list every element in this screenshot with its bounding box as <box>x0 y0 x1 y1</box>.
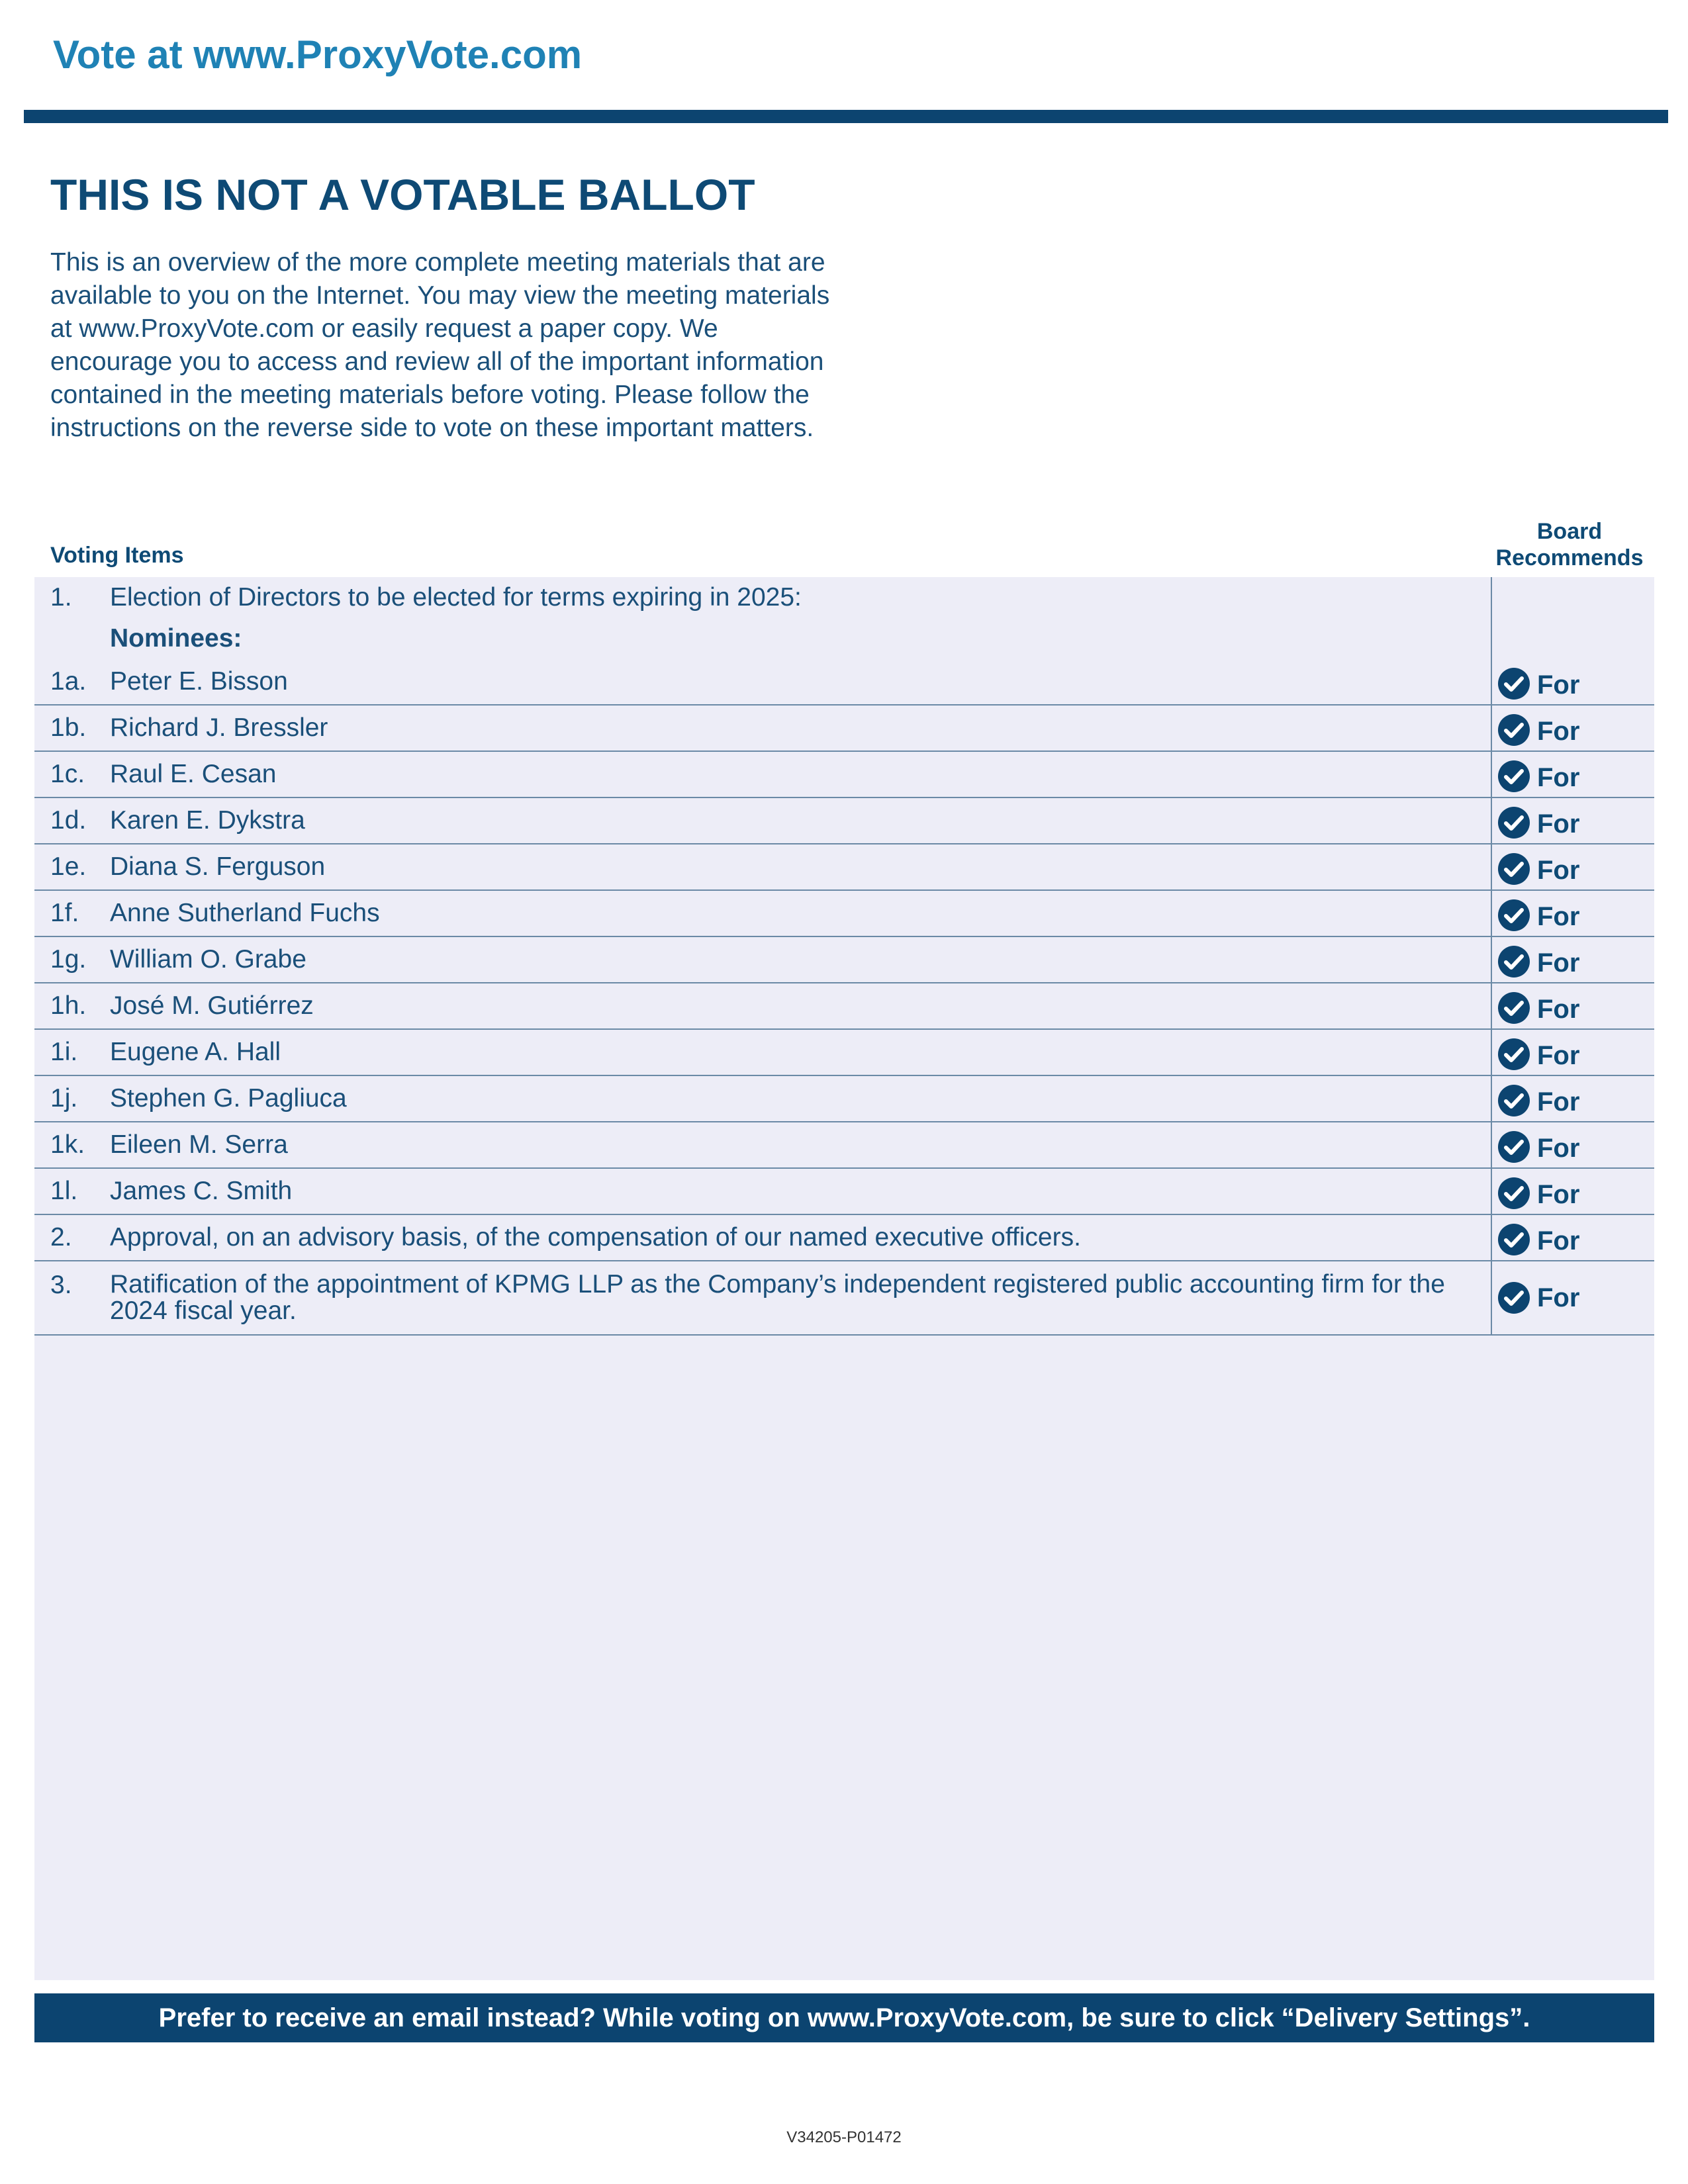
voting-item-row <box>34 1261 1654 1336</box>
voting-items-panel <box>34 577 1654 1980</box>
voting-items-list <box>34 577 1654 1336</box>
recommendation-label: For <box>1537 1041 1580 1070</box>
recommendation-cell <box>1491 705 1654 751</box>
document-code: V34205-P01472 <box>786 2128 902 2146</box>
recommendation-label: For <box>1537 717 1580 746</box>
item-text: Eileen M. Serra <box>110 1130 288 1159</box>
item-number: 1f. <box>50 899 79 927</box>
recommendation-cell <box>1491 983 1654 1028</box>
item-text: Approval, on an advisory basis, of the compensation of our named executive officers. <box>110 1223 1081 1251</box>
check-circle-icon <box>1497 760 1530 793</box>
item-text: Election of Directors to be elected for terms expiring in 2025: <box>110 583 802 612</box>
item-text: Ratification of the appointment of KPMG LLP as the Company’s independent registered public accounting firm for the 2024 fiscal year. <box>110 1270 1445 1325</box>
recommendation-label: For <box>1537 670 1580 700</box>
recommendation-cell <box>1491 1169 1654 1214</box>
item-text: Eugene A. Hall <box>110 1038 281 1066</box>
voting-item-row <box>34 798 1654 844</box>
voting-item-row <box>34 1030 1654 1076</box>
intro-paragraph: This is an overview of the more complete meeting materials that are available to you on the Internet. You may view the meeting materials at www.ProxyVote.com or easily request a paper copy. We encourage you to access and review all of the important information contained in the meeting materials before voting. Please follow the instructions on the reverse side to vote on these important matters. <box>50 248 830 442</box>
voting-item-row <box>34 983 1654 1030</box>
check-circle-icon <box>1497 1130 1530 1163</box>
recommendation-label: For <box>1537 902 1580 931</box>
item-number: 1g. <box>50 945 87 974</box>
check-circle-icon <box>1497 1084 1530 1117</box>
item-number: 1e. <box>50 852 87 881</box>
check-circle-icon <box>1497 1177 1530 1210</box>
item-text: Richard J. Bressler <box>110 713 328 742</box>
recommendation-label: For <box>1537 1180 1580 1209</box>
item-number: 1i. <box>50 1038 78 1066</box>
voting-item-row <box>34 937 1654 983</box>
recommendation-label: For <box>1537 856 1580 885</box>
nominees-label: Nominees: <box>110 624 242 653</box>
item-number: 1c. <box>50 760 85 788</box>
board-header-line2: Recommends <box>1495 545 1644 570</box>
voting-item-row <box>34 844 1654 891</box>
voting-item-row <box>34 1122 1654 1169</box>
page-title: THIS IS NOT A VOTABLE BALLOT <box>50 170 755 219</box>
item-number: 1j. <box>50 1084 78 1113</box>
recommendation-cell <box>1491 577 1654 618</box>
voting-item-row <box>34 1076 1654 1122</box>
check-circle-icon <box>1497 1281 1530 1314</box>
voting-item-row <box>34 891 1654 937</box>
recommendation-cell <box>1491 1122 1654 1167</box>
item-number: 1h. <box>50 991 87 1020</box>
recommendation-cell <box>1491 798 1654 843</box>
recommendation-label: For <box>1537 995 1580 1024</box>
recommendation-label: For <box>1537 1134 1580 1163</box>
recommendation-cell <box>1491 1030 1654 1075</box>
check-circle-icon <box>1497 806 1530 839</box>
item-number: 1k. <box>50 1130 85 1159</box>
voting-item-row <box>34 752 1654 798</box>
voting-item-row <box>34 659 1654 705</box>
item-text: Stephen G. Pagliuca <box>110 1084 347 1113</box>
check-circle-icon <box>1497 1038 1530 1071</box>
recommendation-cell <box>1491 659 1654 704</box>
recommendation-cell <box>1491 752 1654 797</box>
item-number: 1d. <box>50 806 87 835</box>
item-number: 1a. <box>50 667 87 696</box>
item-number: 3. <box>50 1271 72 1299</box>
check-circle-icon <box>1497 1223 1530 1256</box>
item-text: William O. Grabe <box>110 945 306 974</box>
check-circle-icon <box>1497 991 1530 1024</box>
recommendation-cell <box>1491 1076 1654 1121</box>
voting-item-row <box>34 1169 1654 1215</box>
recommendation-label: For <box>1537 1226 1580 1255</box>
item-text: Anne Sutherland Fuchs <box>110 899 380 927</box>
check-circle-icon <box>1497 713 1530 747</box>
recommendation-cell <box>1491 618 1654 659</box>
board-header-line1: Board <box>1536 519 1603 544</box>
proxyvote-link[interactable]: Vote at www.ProxyVote.com <box>53 32 583 77</box>
recommendation-label: For <box>1537 948 1580 978</box>
check-circle-icon <box>1497 667 1530 700</box>
recommendation-label: For <box>1537 1087 1580 1116</box>
recommendation-label: For <box>1537 809 1580 839</box>
recommendation-cell <box>1491 937 1654 982</box>
recommendation-cell <box>1491 891 1654 936</box>
recommendation-cell <box>1491 1215 1654 1260</box>
email-delivery-banner: Prefer to receive an email instead? While voting on www.ProxyVote.com, be sure to click “Delivery Settings”. <box>34 1993 1654 2042</box>
item-number: 2. <box>50 1223 72 1251</box>
voting-item-row <box>34 1215 1654 1261</box>
nominees-label-row <box>34 618 1654 659</box>
recommendation-cell <box>1491 1261 1654 1334</box>
recommendation-label: For <box>1537 1283 1580 1312</box>
recommendation-label: For <box>1537 763 1580 792</box>
item-text: Diana S. Ferguson <box>110 852 326 881</box>
board-recommends-header <box>1491 518 1648 571</box>
item-text: José M. Gutiérrez <box>110 991 314 1020</box>
voting-items-header: Voting Items <box>50 543 184 568</box>
header-rule <box>24 110 1668 123</box>
item-text: James C. Smith <box>110 1177 293 1205</box>
item-number: 1b. <box>50 713 87 742</box>
check-circle-icon <box>1497 852 1530 886</box>
item-text: Raul E. Cesan <box>110 760 277 788</box>
check-circle-icon <box>1497 899 1530 932</box>
recommendation-cell <box>1491 844 1654 889</box>
item-number: 1l. <box>50 1177 78 1205</box>
election-item-row <box>34 577 1654 618</box>
item-text: Peter E. Bisson <box>110 667 288 696</box>
check-circle-icon <box>1497 945 1530 978</box>
item-text: Karen E. Dykstra <box>110 806 305 835</box>
item-number: 1. <box>50 583 72 612</box>
voting-item-row <box>34 705 1654 752</box>
